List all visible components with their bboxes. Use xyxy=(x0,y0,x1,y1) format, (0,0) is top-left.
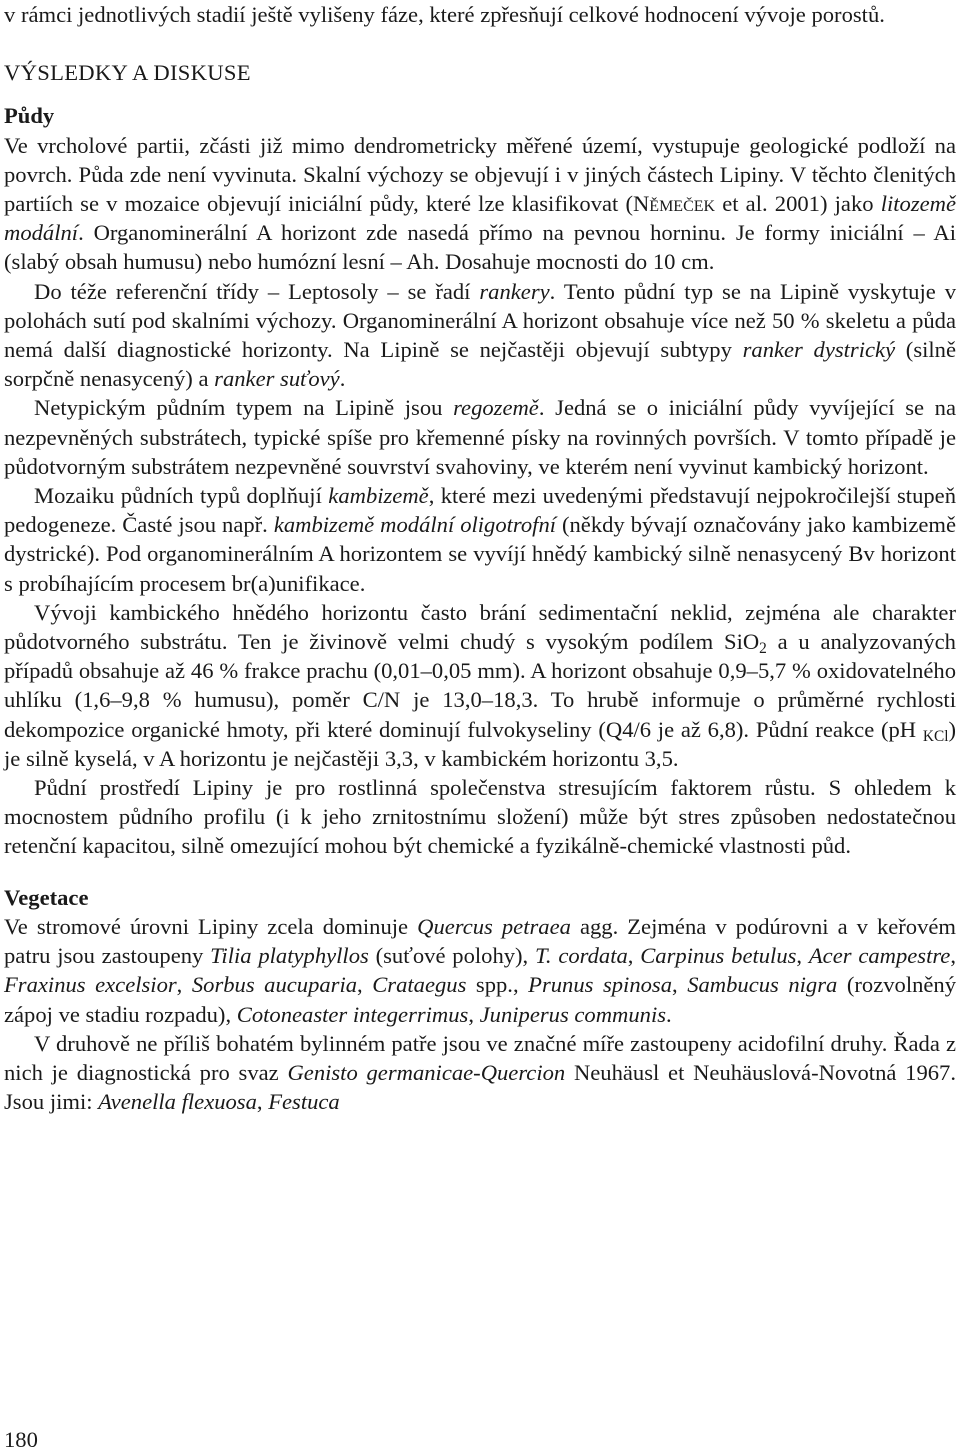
soils-paragraph-4: Mozaiku půdních typů doplňují kambizemě, které mezi uvedenými představují nejpokročilejší stupeň pedogeneze. Časté jsou např. kambizemě modální oligotrofní (někdy bývají označovány jako kambizemě dystrické). Pod organominerálním A horizontem se vyvíjí hnědý kambický silně nenasycený Bv horizont s probíhajícím procesem br(a)unifikace. xyxy=(4,483,956,596)
soils-paragraph-6: Půdní prostředí Lipiny je pro rostlinná společenstva stresujícím faktorem růstu. S ohledem k mocnostem půdního profilu (i k jeho zrnitostnímu složení) může být stres způsoben nedostatečnou retenční kapacitou, silně omezující mohou být chemické a fyzikálně-chemické vlastnosti půd. xyxy=(4,775,956,859)
page-number: 180 xyxy=(4,1427,38,1452)
soils-paragraph-1: Ve vrcholové partii, zčásti již mimo dendrometricky měřené území, vystupuje geologické podloží na povrch. Půda zde není vyvinuta. Skalní výchozy se objevují i v jiných částech Lipiny. V těchto členitých partiích se v mozaice objevují iniciální půdy, které lze klasifikovat (Němeček et al. 2001) jako litozemě modální. Organominerální A horizont zde nasedá přímo na pevnou horninu. Je formy iniciální – Ai (slabý obsah humusu) nebo humózní lesní – Ah. Dosahuje mocnosti do 10 cm. xyxy=(4,132,956,275)
soil-term: litozemě modální xyxy=(4,191,956,246)
intro-paragraph: v rámci jednotlivých stadií ještě vylišeny fáze, které zpřesňují celkové hodnocení vývoje porostů. xyxy=(4,2,885,27)
soils-heading: Půdy xyxy=(4,103,55,129)
page-body xyxy=(4,0,956,1116)
soil-term: ranker suťový xyxy=(214,366,340,392)
soils-paragraph-3: Netypickým půdním typem na Lipině jsou regozemě. Jedná se o iniciální půdy vyvíjející se na nezpevněných substrátech, typické spíše pro křemenné písky na rovinných površích. V tomto případě je půdotvorným substrátem nezpevněné souvrství svahoviny, ve kterém není vyvinut kambický horizont. xyxy=(4,395,956,479)
soil-term: kambizemě xyxy=(328,483,429,509)
vegetation-paragraph-2: V druhově ne příliš bohatém bylinném patře jsou ve značné míře zastoupeny acidofilní druhy. Řada z nich je diagnostická pro svaz Genisto germanicae-Quercion Neuhäusl et Neuhäuslová-Novotná 1967. Jsou jimi: Avenella flexuosa, Festuca xyxy=(4,1030,957,1115)
soil-term: rankery xyxy=(479,278,550,304)
vegetation-heading: Vegetace xyxy=(4,884,89,910)
soil-term: kambizemě modální oligotrofní xyxy=(273,512,557,538)
soils-paragraph-2: Do téže referenční třídy – Leptosoly – se řadí rankery. Tento půdní typ se na Lipině vyskytuje v polohách sutí pod skalními výchozy. Organominerální A horizont obsahuje více než 50 % skeletu a půda nemá další diagnostické horizonty. Na Lipině se nejčastěji objevují subtypy ranker dystrický (silně sorpčně nenasycený) a ranker suťový. xyxy=(4,278,956,392)
soil-term: regozemě xyxy=(453,395,539,421)
section-title: VÝSLEDKY A DISKUSE xyxy=(4,60,251,86)
soils-paragraph-5: Vývoji kambického hnědého horizontu často brání sedimentační neklid, zejména ale charakter půdotvorného substrátu. Ten je živinově velmi chudý s vysokým podílem SiO$_2$ a u analyzovaných případů obsahuje až 46 % frakce prachu (0,01–0,05 mm). A horizont obsahuje 0,9–5,7 % oxidovatelného uhlíku (1,6–9,8 % humusu), poměr C/N je 13,0–18,3. To hrubě informuje o průměrné rychlosti dekompozice organické hmoty, při které dominují fulvokyseliny (Q4/6 je až 6,8). Půdní reakce (pH $_{KCl}$) je silně kyselá, v A horizontu je nejčastěji 3,3, v kambickém horizontu 3,5. xyxy=(4,599,956,771)
author-name: Němeček xyxy=(632,191,716,217)
soil-term: ranker dystrický xyxy=(742,337,896,363)
vegetation-paragraph-1: Ve stromové úrovni Lipiny zcela dominuje Quercus petraea agg. Zejména v podúrovni a v keřovém patru jsou zastoupeny Tilia platyphyllos (suťové polohy), T. cordata, Carpinus betulus, Acer campestre, Fraxinus excelsior, Sorbus aucuparia, Crataegus spp., Prunus spinosa, Sambucus nigra (rozvolněný zápoj ve stadiu rozpadu), Cotoneaster integerrimus, Juniperus communis. xyxy=(4,913,957,1027)
